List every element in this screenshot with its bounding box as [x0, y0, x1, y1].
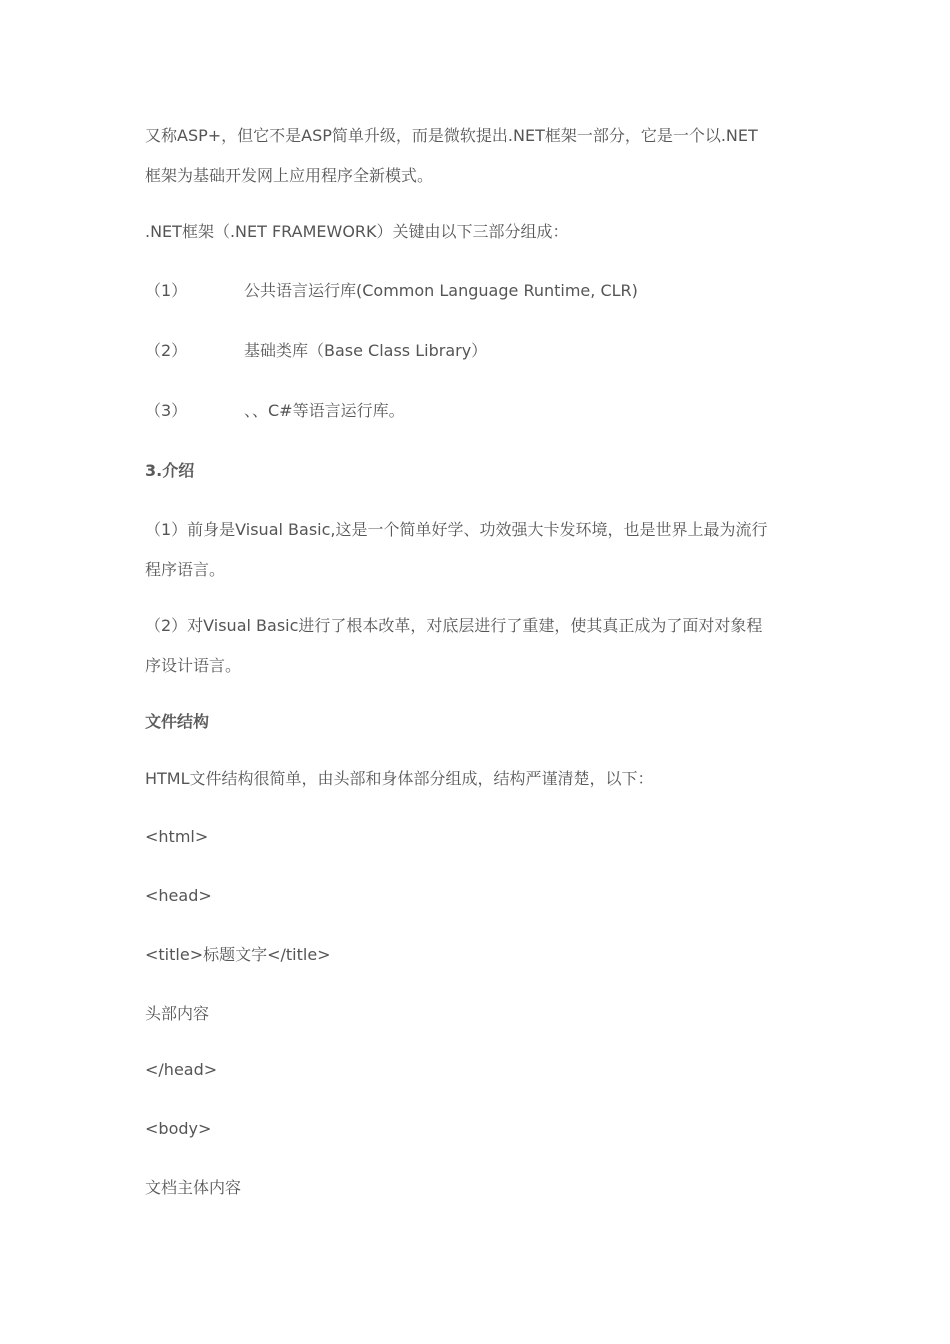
code-line-title: <title>标题文字</title> [145, 945, 331, 964]
heading-file-structure: 文件结构 [145, 712, 210, 731]
list-item-1-text: 公共语言运行库(Common Language Runtime, CLR) [244, 281, 638, 300]
paragraph-vb-history-line-1: （1）前身是Visual Basic,这是一个简单好学、功效强大卡发环境，也是世界上最为流行 [145, 520, 768, 539]
paragraph-vb-history-line-2: 程序语言。 [145, 560, 226, 579]
heading-introduction: 3.介绍 [145, 461, 195, 480]
paragraph-asp-intro-line-1: 又称ASP+，但它不是ASP简单升级，而是微软提出.NET框架一部分，它是一个以.NET [145, 126, 758, 145]
paragraph-vb-reform-line-1: （2）对Visual Basic进行了根本改革，对底层进行了重建，使其真正成为了面对对象程 [145, 616, 763, 635]
list-item-3-number: （3） [145, 401, 188, 420]
paragraph-asp-intro-line-2: 框架为基础开发网上应用程序全新模式。 [145, 166, 434, 185]
code-line-html-open: <html> [145, 827, 209, 846]
code-line-head-open: <head> [145, 886, 212, 905]
list-item-3-text: 、、C#等语言运行库。 [244, 401, 405, 420]
list-item-1-number: （1） [145, 281, 188, 300]
code-line-body-content: 文档主体内容 [145, 1178, 242, 1197]
code-line-head-content: 头部内容 [145, 1004, 210, 1023]
code-line-body-open: <body> [145, 1119, 212, 1138]
list-item-2-text: 基础类库（Base Class Library） [244, 341, 488, 360]
paragraph-net-framework: .NET框架（.NET FRAMEWORK）关键由以下三部分组成： [145, 222, 569, 241]
code-line-head-close: </head> [145, 1060, 218, 1079]
paragraph-html-structure: HTML文件结构很简单，由头部和身体部分组成，结构严谨清楚，以下： [145, 769, 654, 788]
list-item-2-number: （2） [145, 341, 188, 360]
paragraph-vb-reform-line-2: 序设计语言。 [145, 656, 242, 675]
